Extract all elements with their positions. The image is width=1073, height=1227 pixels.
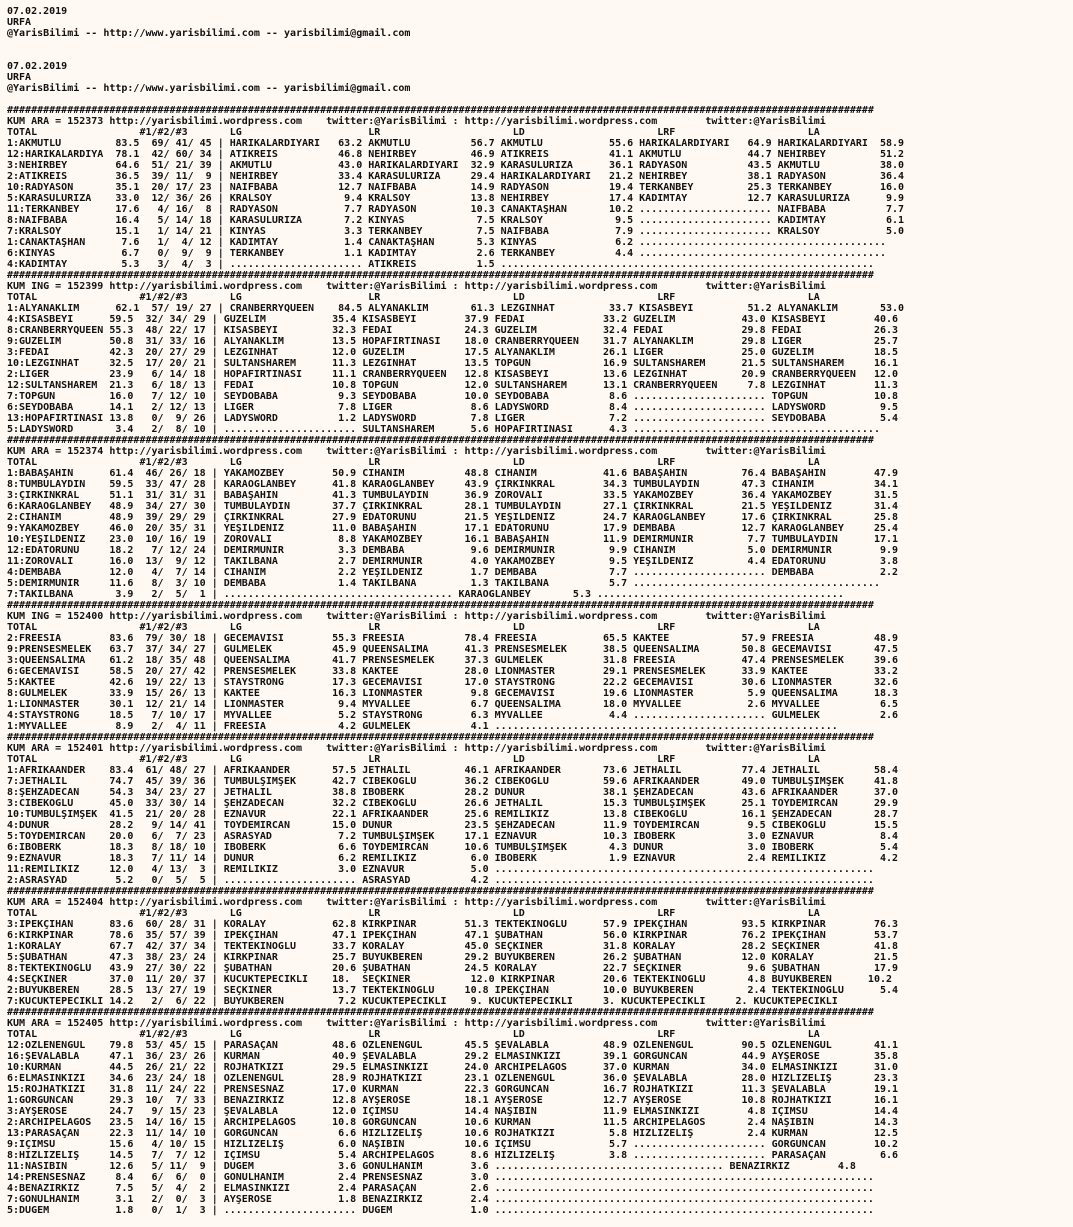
- text-line: 9:EZNAVUR 18.3 7/ 11/ 14 | DUNUR 6.2 REMİLİKIZ 6.0 İBOBERK 1.9 EZNAVUR 2.4 REMİLİKIZ 4.2: [7, 853, 899, 864]
- text-line: TOTAL #1/#2/#3 LG LR LD LRF LA: [7, 754, 820, 765]
- text-line: 12:SULTANSHAREM 21.3 6/ 18/ 13 | FEDAİ 10.8 TOPGUN 12.0 SULTANSHAREM 13.1 CRANBERRYQUEEN 7.8 LEZGİNHAT 11.3: [7, 380, 899, 391]
- text-line: 7:TAKILBANA 3.9 2/ 5/ 1 | ...................................... KARAOGLANBEY 5.3 .........................................: [7, 589, 844, 600]
- text-line: 8:ŞEHZADECAN 54.3 34/ 23/ 27 | JETHALİL 38.8 İBOBERK 28.2 DUNUR 38.1 ŞEHZADECAN 43.6 AFRİKAANDER 37.0: [7, 787, 899, 798]
- text-line: 5:KAKTEE 42.6 19/ 22/ 13 | STAYSTRONG 17.3 GECEMAVİSİ 17.0 STAYSTRONG 22.2 GECEMAVİSİ 30.6 LIONMASTER 32.6: [7, 677, 899, 688]
- text-line: 3:NEHİRBEY 64.6 51/ 21/ 39 | AKMUTLU 43.0 HARİKALARDİYARİ 32.9 KARASULURİZA 36.1 RADYASON 43.5 AKMUTLU 38.0: [7, 160, 905, 171]
- text-line: 10:YEŞİLDENİZ 23.0 10/ 16/ 19 | ZOROVALI 8.8 YAKAMOZBEY 16.1 BABAŞAHİN 11.9 DEMİRMUNİR 7.7 TUMBULAYDIN 17.1: [7, 534, 899, 545]
- text-line: 1:AKMUTLU 83.5 69/ 41/ 45 | HARİKALARDİYARİ 63.2 AKMUTLU 56.7 AKMUTLU 55.6 HARİKALARDİYARİ 64.9 HARİKALARDİYARİ 58.9: [7, 138, 905, 149]
- text-line: 1:AFRİKAANDER 83.4 61/ 48/ 27 | AFRİKAANDER 57.5 JETHALİL 46.1 AFRİKAANDER 73.6 JETHALİL 77.4 JETHALİL 58.4: [7, 765, 899, 776]
- text-line: 4:SEÇKİNER 37.0 11/ 20/ 37 | KUCUKTEPECİKLİ 18. SEÇKİNER 12.0 KIRKPINAR 20.6 TEKTEKİNOĞLU 4.8 BUYUKBEREN 10.2: [7, 974, 893, 985]
- text-line: 5:DUGEM 1.8 0/ 1/ 3 | ...................... DUGEM 1.0 ...............................................................: [7, 1205, 874, 1216]
- text-line: 6:KİNYAS 6.7 0/ 9/ 9 | TERKANBEY 1.1 KADİMTAY 2.6 TERKANBEY 4.4 .........................................: [7, 248, 886, 259]
- separator-line: ################################################################################################################################################: [7, 105, 874, 116]
- text-line: 3:AYŞEROSE 24.7 9/ 15/ 23 | ŞEVALABLA 12.0 İÇİMSU 14.4 NAŞİBİN 11.9 ELMASINKIZI 4.8 İÇİMSU 14.4: [7, 1106, 899, 1117]
- text-line: 12:HARİKALARDİYA 78.1 42/ 60/ 34 | ATİKREİS 46.8 NEHİRBEY 46.9 ATİKREİS 41.1 AKMUTLU 44.7 NEHİRBEY 51.2: [7, 149, 905, 160]
- text-line: 9:İÇİMSU 15.6 4/ 10/ 15 | HIZLİZELİŞ 6.0 NAŞİBİN 10.6 İÇİMSU 5.7 ...................... GORGUNCAN 10.2: [7, 1139, 899, 1150]
- separator-line: ################################################################################################################################################: [7, 270, 874, 281]
- text-line: 5:ŞUBATHAN 47.3 38/ 23/ 24 | KIRKPINAR 25.7 BUYUKBEREN 29.2 BUYUKBEREN 26.2 ŞUBATHAN 12.0 KORALAY 21.5: [7, 952, 899, 963]
- text-line: 11:ZOROVALI 16.0 13/ 9/ 12 | TAKILBANA 2.7 DEMİRMUNİR 4.0 YAKAMOZBEY 9.5 YEŞİLDENİZ 4.4 EDATORUNU 3.8: [7, 556, 899, 567]
- text-line: 07.02.2019: [7, 6, 68, 17]
- text-line: 7:GONULHANIM 3.1 2/ 0/ 3 | AYŞEROSE 1.8 BENAZIRKIZ 2.4 ...............................................................: [7, 1194, 874, 1205]
- text-line: KUM ARA = 152373 http://yarisbilimi.wordpress.com twitter:@YarisBilimi : http://yarisbilimi.wordpress.com twitter:@YarisBilimi: [7, 116, 826, 127]
- text-line: 3:İPEKÇİHAN 83.6 60/ 28/ 31 | KORALAY 62.8 KIRKPINAR 51.3 TEKTEKİNOĞLU 57.9 İPEKÇİHAN 93.5 KIRKPINAR 76.3: [7, 919, 899, 930]
- text-line: 7:KRALSOY 15.1 1/ 14/ 21 | KİNYAS 3.3 TERKANBEY 7.5 NAİFBABA 7.9 ...................... KRALSOY 5.0: [7, 226, 905, 237]
- text-line: 3:QUEENSALIMA 61.2 18/ 35/ 48 | QUEENSALIMA 41.7 PRENSESMELEK 37.3 GULMELEK 31.8 FREESIA 47.4 PRENSESMELEK 39.6: [7, 655, 899, 666]
- text-line: 8:CRANBERRYQUEEN 55.3 48/ 22/ 17 | KISASBEYİ 32.3 FEDAİ 24.3 GUZELİM 32.4 FEDAİ 29.8 FEDAİ 26.3: [7, 325, 899, 336]
- text-line: 3:ÇİRKİNKRAL 51.1 31/ 31/ 31 | BABAŞAHİN 41.3 TUMBULAYDIN 36.9 ZOROVALI 33.5 YAKAMOZBEY 36.4 YAKAMOZBEY 31.5: [7, 490, 899, 501]
- text-line: 6:SEYDOBABA 14.1 2/ 12/ 13 | LİGER 7.8 LİGER 8.6 LADYSWORD 8.4 ...................... LADYSWORD 9.5: [7, 402, 899, 413]
- text-line: [7, 50, 1073, 61]
- text-line: 4:BENAZIRKIZ 7.5 5/ 4/ 2 | ELMASINKIZI 2.4 PARASAÇAN 2.6 ...............................................................: [7, 1183, 874, 1194]
- text-line: KUM ARA = 152404 http://yarisbilimi.wordpress.com twitter:@YarisBilimi : http://yarisbilimi.wordpress.com twitter:@YarisBilimi: [7, 897, 826, 908]
- text-line: 8:HIZLİZELİŞ 14.5 7/ 7/ 12 | İÇİMSU 5.4 ARCHİPELAGOS 8.6 HIZLİZELİŞ 3.8 ...................... PARASAÇAN 6.6: [7, 1150, 899, 1161]
- text-line: 4:STAYSTRONG 18.5 7/ 10/ 17 | MYVALLEE 5.2 STAYSTRONG 6.3 MYVALLEE 4.4 ...................... GULMELEK 2.6: [7, 710, 899, 721]
- text-line: 2:ATİKREİS 36.5 39/ 11/ 9 | NEHİRBEY 33.4 KARASULURİZA 29.4 HARİKALARDİYARİ 21.2 NEHİRBEY 38.1 RADYASON 36.4: [7, 171, 905, 182]
- separator-line: ################################################################################################################################################: [7, 1007, 874, 1018]
- text-line: 9:PRENSESMELEK 63.7 37/ 34/ 27 | GULMELEK 45.9 QUEENSALIMA 41.3 PRENSESMELEK 38.5 QUEENSALIMA 50.8 GECEMAVİSİ 47.5: [7, 644, 899, 655]
- separator-line: ################################################################################################################################################: [7, 886, 874, 897]
- text-line: 07.02.2019: [7, 61, 68, 72]
- text-line: 8:TUMBULAYDIN 59.5 33/ 47/ 28 | KARAOGLANBEY 41.8 KARAOGLANBEY 43.9 ÇİRKİNKRAL 34.3 TUMBULAYDIN 47.3 CİHANIM 34.1: [7, 479, 899, 490]
- text-line: 6:ELMASINKIZI 34.6 23/ 24/ 18 | ÖZLENENGÜL 28.9 ROJHATKIZI 23.1 ÖZLENENGÜL 36.0 ŞEVALABLA 28.0 HIZLİZELİŞ 23.3: [7, 1073, 899, 1084]
- text-line: 4:DEMBABA 12.0 4/ 7/ 14 | CİHANIM 2.2 YEŞİLDENİZ 1.7 DEMBABA 7.7 ...................... DEMBABA 2.2: [7, 567, 899, 578]
- text-line: 10:RADYASON 35.1 20/ 17/ 23 | NAİFBABA 12.7 NAİFBABA 14.9 RADYASON 19.4 TERKANBEY 25.3 TERKANBEY 16.0: [7, 182, 905, 193]
- text-line: KUM ING = 152400 http://yarisbilimi.wordpress.com twitter:@YarisBilimi : http://yarisbilimi.wordpress.com twitter:@YarisBilimi: [7, 611, 826, 622]
- text-line: 2:ARCHİPELAGOS 23.5 14/ 16/ 15 | ARCHİPELAGOS 10.8 GORGUNCAN 10.6 KURMAN 11.5 ARCHİPELAGOS 2.4 NAŞİBİN 14.3: [7, 1117, 899, 1128]
- text-line: 6:KARAOGLANBEY 48.9 34/ 27/ 30 | TUMBULAYDIN 37.7 ÇİRKİNKRAL 28.1 TUMBULAYDIN 27.1 ÇİRKİNKRAL 21.5 YEŞİLDENİZ 31.4: [7, 501, 899, 512]
- text-line: 2:ASRASYAD 5.2 0/ 5/ 5 | ...................... ASRASYAD 4.2 ...............................................................: [7, 875, 874, 886]
- text-line: 6:İBOBERK 18.3 8/ 18/ 10 | İBOBERK 6.6 TOYDEMİRCAN 10.6 TUMBULŞİMŞEK 4.3 DUNUR 3.0 İBOBERK 5.4: [7, 842, 899, 853]
- text-line: 10:LEZGİNHAT 32.5 17/ 20/ 21 | SULTANSHAREM 11.3 LEZGİNHAT 13.5 TOPGUN 16.9 SULTANSHAREM 21.5 SULTANSHAREM 16.1: [7, 358, 899, 369]
- text-line: 8:NAİFBABA 16.4 5/ 14/ 18 | KARASULURİZA 7.2 KİNYAS 7.5 KRALSOY 9.5 ...................... KADİMTAY 6.1: [7, 215, 905, 226]
- text-line: 1:CANAKTAŞHAN 7.6 1/ 4/ 12 | KADİMTAY 1.4 CANAKTAŞHAN 5.3 KİNYAS 6.2 .........................................: [7, 237, 886, 248]
- text-line: TOTAL #1/#2/#3 LG LR LD LRF LA: [7, 457, 820, 468]
- text-line: 6:GECEMAVİSİ 58.5 20/ 27/ 42 | PRENSESMELEK 33.8 KAKTEE 28.0 LIONMASTER 29.1 PRENSESMELEK 33.9 KAKTEE 33.2: [7, 666, 899, 677]
- text-line: 2:CİHANIM 48.9 39/ 29/ 29 | ÇİRKİNKRAL 27.9 EDATORUNU 21.5 YEŞİLDENİZ 24.7 KARAOGLANBEY 17.6 ÇİRKİNKRAL 25.8: [7, 512, 899, 523]
- text-line: 9:GUZELİM 50.8 31/ 33/ 16 | ALYANAKLIM 13.5 HOPAFIRTINASI 18.0 CRANBERRYQUEEN 31.7 ALYANAKLIM 29.8 LİGER 25.7: [7, 336, 899, 347]
- text-line: 8:GULMELEK 33.9 15/ 26/ 13 | KAKTEE 16.3 LIONMASTER 9.8 GECEMAVİSİ 19.6 LIONMASTER 5.9 QUEENSALIMA 18.3: [7, 688, 899, 699]
- text-line: 13:PARASAÇAN 22.3 11/ 14/ 10 | GORGUNCAN 6.6 HIZLİZELİŞ 10.6 ROJHATKIZI 5.8 HIZLİZELİŞ 2.4 KURMAN 12.5: [7, 1128, 899, 1139]
- text-line: KUM ING = 152399 http://yarisbilimi.wordpress.com twitter:@YarisBilimi : http://yarisbilimi.wordpress.com twitter:@YarisBilimi: [7, 281, 826, 292]
- text-line: 5:LADYSWORD 3.4 2/ 8/ 10 | ...................... SULTANSHAREM 5.6 HOPAFIRTINASI 4.3 .........................................: [7, 424, 880, 435]
- text-line: 1:ALYANAKLIM 62.1 57/ 19/ 27 | CRANBERRYQUEEN 84.5 ALYANAKLIM 61.3 LEZGİNHAT 33.7 KISASBEYİ 51.2 ALYANAKLIM 53.0: [7, 303, 905, 314]
- text-line: 3:FEDAİ 42.3 20/ 27/ 29 | LEZGİNHAT 12.0 GUZELİM 17.5 ALYANAKLIM 26.1 LİGER 25.0 GUZELİM 18.5: [7, 347, 899, 358]
- text-line: 2:LİGER 23.9 6/ 14/ 18 | HOPAFIRTINASI 11.1 CRANBERRYQUEEN 12.8 KISASBEYİ 13.6 LEZGİNHAT 20.9 CRANBERRYQUEEN 12.0: [7, 369, 899, 380]
- text-line: TOTAL #1/#2/#3 LG LR LD LRF LA: [7, 1029, 820, 1040]
- text-line: TOTAL #1/#2/#3 LG LR LD LRF LA: [7, 127, 820, 138]
- text-line: 10:TUMBULŞİMŞEK 41.5 21/ 20/ 28 | EZNAVUR 22.1 AFRİKAANDER 25.6 REMİLİKIZ 13.8 CİBEKOGLU 16.1 ŞEHZADECAN 28.7: [7, 809, 899, 820]
- text-line: 1:MYVALLEE 8.9 2/ 4/ 11 | FREESIA 4.2 GULMELEK 4.1 .........................................................: [7, 721, 838, 732]
- text-line: 5:TOYDEMİRCAN 20.0 6/ 7/ 23 | ASRASYAD 7.2 TUMBULŞİMŞEK 17.1 EZNAVUR 10.3 İBOBERK 3.0 EZNAVUR 8.4: [7, 831, 899, 842]
- text-line: 11:REMİLİKIZ 12.0 4/ 13/ 3 | REMİLİKIZ 3.0 EZNAVUR 5.0 ...............................................................: [7, 864, 874, 875]
- text-line: TOTAL #1/#2/#3 LG LR LD LRF LA: [7, 292, 820, 303]
- separator-line: ################################################################################################################################################: [7, 600, 874, 611]
- text-line: 1:GORGUNCAN 29.3 10/ 7/ 33 | BENAZIRKIZ 12.8 AYŞEROSE 18.1 AYŞEROSE 12.7 AYŞEROSE 10.8 ROJHATKIZI 16.1: [7, 1095, 899, 1106]
- text-line: 7:KUCUKTEPECİKLİ 14.2 2/ 6/ 22 | BUYUKBEREN 7.2 KUCUKTEPECİKLİ 9. KUCUKTEPECİKLİ 3. KUCUKTEPECİKLİ 2. KUCUKTEPECİKLİ: [7, 996, 838, 1007]
- text-line: KUM ARA = 152405 http://yarisbilimi.wordpress.com twitter:@YarisBilimi : http://yarisbilimi.wordpress.com twitter:@YarisBilimi: [7, 1018, 826, 1029]
- text-line: 12:EDATORUNU 18.2 7/ 12/ 24 | DEMİRMUNİR 3.3 DEMBABA 9.6 DEMİRMUNİR 9.9 CİHANIM 5.0 DEMİRMUNİR 9.9: [7, 545, 899, 556]
- text-line: 5:DEMİRMUNİR 11.6 8/ 3/ 10 | DEMBABA 1.4 TAKILBANA 1.3 TAKILBANA 5.7 .........................................: [7, 578, 880, 589]
- text-line: TOTAL #1/#2/#3 LG LR LD LRF LA: [7, 908, 820, 919]
- text-line: KUM ARA = 152401 http://yarisbilimi.wordpress.com twitter:@YarisBilimi : http://yarisbilimi.wordpress.com twitter:@YarisBilimi: [7, 743, 826, 754]
- text-line: 4:KISASBEYİ 59.5 32/ 34/ 29 | GUZELİM 35.4 KISASBEYİ 37.9 FEDAİ 33.2 GUZELİM 43.0 KISASBEYİ 40.6: [7, 314, 899, 325]
- text-line: 2:BUYUKBEREN 28.5 13/ 27/ 19 | SEÇKİNER 13.7 TEKTEKİNOĞLU 10.8 İPEKÇİHAN 10.0 BUYUKBEREN 2.4 TEKTEKİNOĞLU 5.4: [7, 985, 899, 996]
- text-line: URFA: [7, 17, 32, 28]
- text-line: 7:TOPGUN 16.0 7/ 12/ 10 | SEYDOBABA 9.3 SEYDOBABA 10.0 SEYDOBABA 8.6 ...................... TOPGUN 10.8: [7, 391, 899, 402]
- text-line: 11:NASIBIN 12.6 5/ 11/ 9 | DUGEM 3.6 GONULHANIM 3.6 ...................................... BENAZIRKIZ 4.8: [7, 1161, 856, 1172]
- text-line: 9:YAKAMOZBEY 46.0 20/ 35/ 31 | YEŞİLDENİZ 11.0 BABAŞAHİN 17.1 EDATORUNU 17.9 DEMBABA 12.7 KARAOGLANBEY 25.4: [7, 523, 899, 534]
- text-line: 7:JETHALİL 74.7 45/ 39/ 36 | TUMBULŞİMŞEK 42.7 CİBEKOGLU 36.2 CİBEKOGLU 59.6 AFRİKAANDER 49.0 TUMBULŞİMŞEK 41.8: [7, 776, 899, 787]
- text-line: 15:ROJHATKIZI 31.8 11/ 24/ 22 | PRENSESNAZ 17.0 KURMAN 22.3 GORGUNCAN 16.7 ROJHATKIZI 11.3 ŞEVALABLA 19.1: [7, 1084, 899, 1095]
- text-line: 5:KARASULURİZA 33.0 12/ 36/ 26 | KRALSOY 9.4 KRALSOY 13.8 NEHİRBEY 17.4 KADİMTAY 12.7 KARASULURİZA 9.9: [7, 193, 905, 204]
- text-line: 1:LIONMASTER 30.1 12/ 21/ 14 | LIONMASTER 9.4 MYVALLEE 6.7 QUEENSALIMA 18.0 MYVALLEE 2.6 MYVALLEE 6.5: [7, 699, 899, 710]
- text-line: [7, 39, 1073, 50]
- text-line: 14:PRENSESNAZ 8.4 6/ 6/ 0 | GONULHANIM 2.4 PRENSESNAZ 3.0 ...............................................................: [7, 1172, 874, 1183]
- text-line: 3:CİBEKOGLU 45.0 33/ 30/ 14 | ŞEHZADECAN 32.2 CİBEKOGLU 26.6 JETHALİL 15.3 TUMBULŞİMŞEK 25.1 TOYDEMİRCAN 29.9: [7, 798, 899, 809]
- text-line: URFA: [7, 72, 32, 83]
- text-line: KUM ARA = 152374 http://yarisbilimi.wordpress.com twitter:@YarisBilimi : http://yarisbilimi.wordpress.com twitter:@YarisBilimi: [7, 446, 826, 457]
- text-line: @YarisBilimi -- http://www.yarisbilimi.com -- yarisbilimi@gmail.com: [7, 28, 411, 39]
- text-line: 13:HOPAFIRTINASI 13.8 0/ 9/ 26 | LADYSWORD 1.2 LADYSWORD 7.8 LİGER 7.2 ...................... SEYDOBABA 5.4: [7, 413, 899, 424]
- text-line: 16:ŞEVALABLA 47.1 36/ 23/ 26 | KURMAN 40.9 ŞEVALABLA 29.2 ELMASINKIZI 39.1 GORGUNCAN 44.9 AYŞEROSE 35.8: [7, 1051, 899, 1062]
- text-line: 10:KURMAN 44.5 26/ 21/ 22 | ROJHATKIZI 29.5 ELMASINKIZI 24.0 ARCHİPELAGOS 37.0 KURMAN 34.0 ELMASINKIZI 31.0: [7, 1062, 899, 1073]
- text-line: TOTAL #1/#2/#3 LG LR LD LRF LA: [7, 622, 820, 633]
- text-line: 1:BABAŞAHİN 61.4 46/ 26/ 18 | YAKAMOZBEY 50.9 CİHANIM 48.8 CİHANIM 41.6 BABAŞAHİN 76.4 BABAŞAHİN 47.9: [7, 468, 899, 479]
- separator-line: ################################################################################################################################################: [7, 435, 874, 446]
- text-line: 12:ÖZLENENGÜL 79.8 53/ 45/ 15 | PARASAÇAN 48.6 ÖZLENENGÜL 45.5 ŞEVALABLA 48.9 ÖZLENENGÜL 90.5 ÖZLENENGÜL 41.1: [7, 1040, 899, 1051]
- text-line: [7, 94, 1073, 105]
- separator-line: ################################################################################################################################################: [7, 732, 874, 743]
- text-line: 8:TEKTEKİNOĞLU 43.9 27/ 30/ 22 | ŞUBATHAN 20.6 ŞUBATHAN 24.5 KORALAY 22.7 SEÇKİNER 9.6 ŞUBATHAN 17.9: [7, 963, 899, 974]
- text-line: 4:KADİMTAY 5.3 3/ 4/ 3 | ...................... ATİKREİS 1.5 ..............................................................: [7, 259, 874, 270]
- text-line: @YarisBilimi -- http://www.yarisbilimi.com -- yarisbilimi@gmail.com: [7, 83, 411, 94]
- text-line: 1:KORALAY 67.7 42/ 37/ 34 | TEKTEKİNOĞLU 33.7 KORALAY 45.0 SEÇKİNER 31.8 KORALAY 28.2 SEÇKİNER 41.8: [7, 941, 899, 952]
- text-line: 2:FREESIA 83.6 79/ 30/ 18 | GECEMAVİSİ 55.3 FREESIA 78.4 FREESIA 65.5 KAKTEE 57.9 FREESIA 48.9: [7, 633, 899, 644]
- text-line: 4:DUNUR 28.2 9/ 14/ 41 | TOYDEMİRCAN 15.0 DUNUR 23.5 ŞEHZADECAN 11.9 TOYDEMİRCAN 9.5 CİBEKOGLU 15.5: [7, 820, 899, 831]
- text-line: 6:KIRKPINAR 78.6 35/ 57/ 39 | İPEKÇİHAN 47.1 İPEKÇİHAN 47.1 ŞUBATHAN 56.0 KIRKPINAR 76.2 İPEKÇİHAN 53.7: [7, 930, 899, 941]
- text-line: 11:TERKANBEY 17.6 4/ 16/ 8 | RADYASON 7.7 RADYASON 10.3 CANAKTAŞHAN 10.2 ...................... NAİFBABA 7.7: [7, 204, 905, 215]
